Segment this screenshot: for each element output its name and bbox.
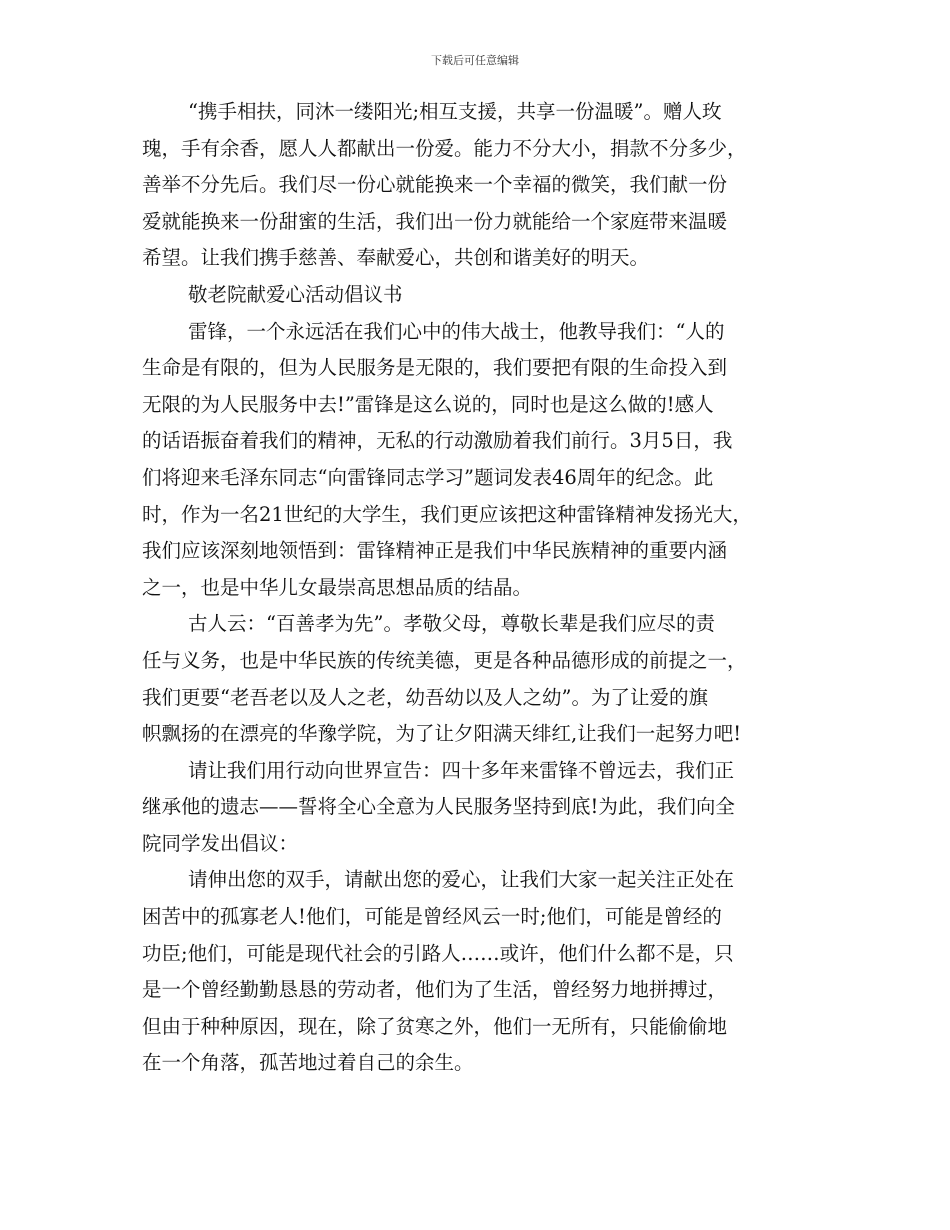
text-line: 功臣;他们，可能是现代社会的引路人……或许，他们什么都不是，只 [142, 941, 734, 965]
text-line: “携手相扶，同沐一缕阳光;相互支援，共享一份温暖”。赠人玫 [188, 100, 722, 123]
text-line: 请伸出您的双手，请献出您的爱心，让我们大家一起关注正处在 [188, 868, 735, 892]
text-line: 我们更要“老吾老以及人之老，幼吾幼以及人之幼”。为了让爱的旗 [142, 685, 708, 709]
document-body [142, 94, 814, 1082]
text-line: 爱就能换来一份甜蜜的生活，我们出一份力就能给一个家庭带来温暖 [142, 209, 728, 233]
text-line: 帜飘扬的在漂亮的华豫学院，为了让夕阳满天绯红,让我们一起努力吧! [142, 722, 742, 746]
text-line: 时，作为一名21世纪的大学生，我们更应该把这种雷锋精神发扬光大， [142, 502, 752, 526]
text-line: 无限的为人民服务中去!”雷锋是这么说的，同时也是这么做的!感人 [142, 392, 714, 416]
text-line: 善举不分先后。我们尽一份心就能换来一个幸福的微笑，我们献一份 [142, 173, 728, 197]
text-line: 我们应该深刻地领悟到：雷锋精神正是我们中华民族精神的重要内涵 [142, 539, 728, 563]
text-line: 瑰，手有余香，愿人人都献出一份爱。能力不分大小，捐款不分多少， [142, 136, 747, 160]
page-header: 下载后可任意编辑 [431, 54, 519, 67]
text-line: 请让我们用行动向世界宣告：四十多年来雷锋不曾远去，我们正 [188, 758, 735, 782]
text-line: 任与义务，也是中华民族的传统美德，更是各种品德形成的前提之一， [142, 648, 747, 672]
text-line: 古人云：“百善孝为先”。孝敬父母，尊敬长辈是我们应尽的责 [188, 612, 715, 636]
text-line: 之一，也是中华儿女最崇高思想品质的结晶。 [142, 575, 533, 599]
text-line: 困苦中的孤寡老人!他们，可能是曾经风云一时;他们，可能是曾经的 [142, 905, 722, 929]
text-line: 雷锋，一个永远活在我们心中的伟大战士，他教导我们：“人的 [188, 319, 725, 343]
text-line: 希望。让我们携手慈善、奉献爱心，共创和谐美好的明天。 [142, 246, 650, 270]
text-line: 在一个角落，孤苦地过着自己的余生。 [142, 1051, 474, 1075]
text-line: 是一个曾经勤勤恳恳的劳动者，他们为了生活，曾经努力地拼搏过， [142, 978, 728, 1002]
text-line: 生命是有限的，但为人民服务是无限的，我们要把有限的生命投入到 [142, 356, 728, 380]
text-line: 敬老院献爱心活动倡议书 [188, 282, 403, 306]
text-line: 院同学发出倡议： [142, 831, 299, 855]
text-line: 但由于种种原因，现在，除了贫寒之外，他们一无所有，只能偷偷地 [142, 1014, 728, 1038]
text-line: 继承他的遗志——誓将全心全意为人民服务坚持到底!为此，我们向全 [142, 795, 735, 819]
text-line: 们将迎来毛泽东同志“向雷锋同志学习”题词发表46周年的纪念。此 [142, 465, 714, 489]
text-line: 的话语振奋着我们的精神，无私的行动激励着我们前行。3月5日，我 [142, 429, 733, 453]
